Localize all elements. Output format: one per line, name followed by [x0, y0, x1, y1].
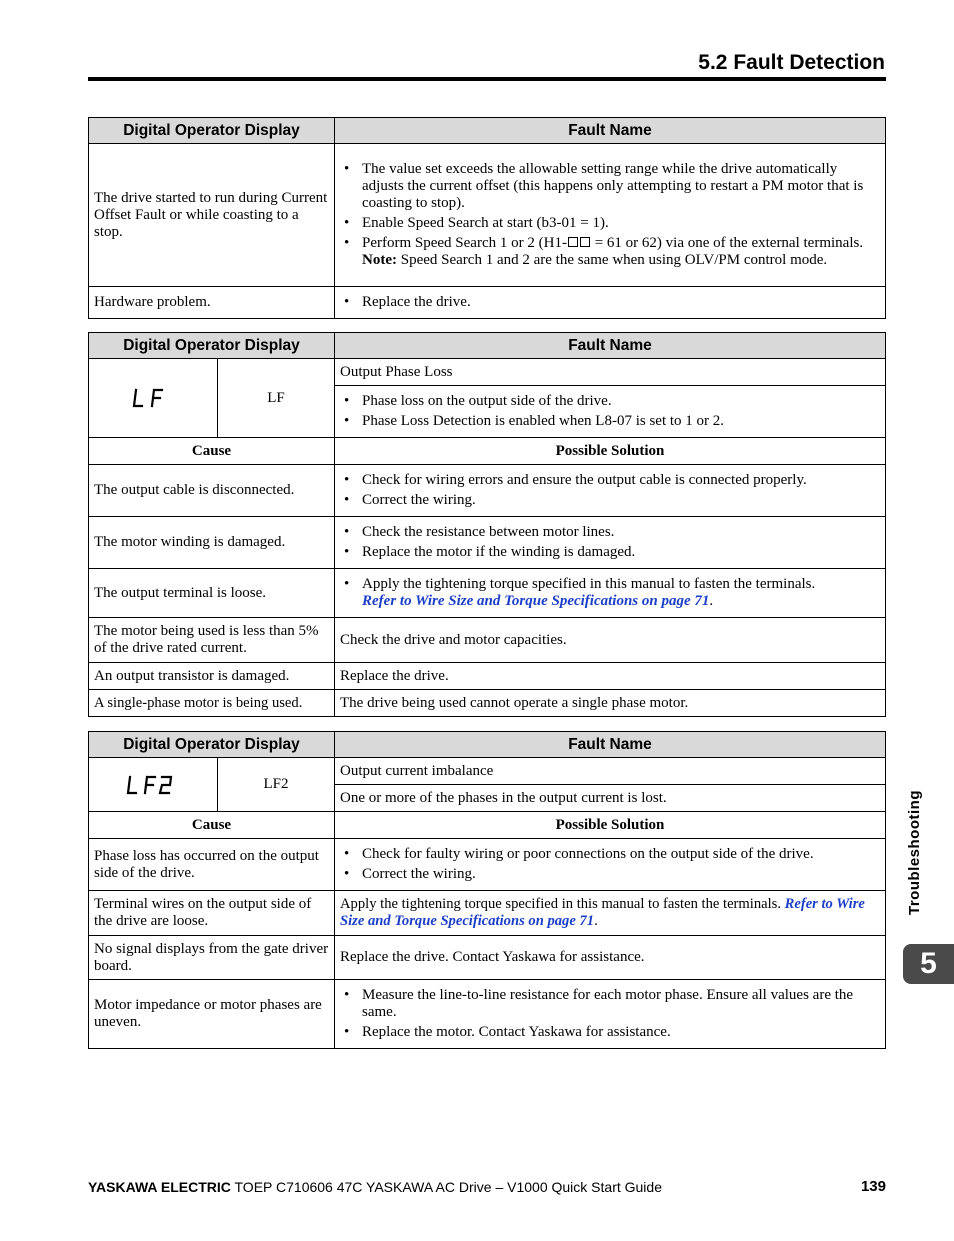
- fault-name: Output current imbalance: [335, 758, 886, 785]
- bullet-text-pre: Perform Speed Search 1 or 2 (H1-: [362, 235, 567, 251]
- solution-cell: [335, 517, 886, 569]
- square-placeholder-icon: [580, 237, 590, 247]
- cause-cell: The motor being used is less than 5% of the drive rated current.: [89, 618, 335, 663]
- solution-cell: [335, 144, 886, 287]
- cause-cell: Hardware problem.: [89, 287, 335, 319]
- solution-bullet: • Replace the motor if the winding is damaged.: [340, 544, 880, 561]
- solution-bullet: • Measure the line-to-line resistance for each motor phase. Ensure all values are the same.: [340, 987, 880, 1021]
- cause-cell: The motor winding is damaged.: [89, 517, 335, 569]
- header-rule: [88, 77, 886, 81]
- note-text: Speed Search 1 and 2 are the same when using OLV/PM control mode.: [396, 252, 828, 268]
- cause-cell: The drive started to run during Current Offset Fault or while coasting to a stop.: [89, 144, 335, 287]
- page-number: 139: [860, 1178, 886, 1195]
- fault-code: LF2: [218, 758, 335, 812]
- solution-cell: [335, 839, 886, 891]
- solution-bullet: [340, 235, 880, 269]
- fault-description: [335, 386, 886, 438]
- seven-segment-display: [89, 359, 218, 438]
- fault-code: LF: [218, 359, 335, 438]
- cause-cell: Terminal wires on the output side of the drive are loose.: [89, 891, 335, 936]
- fault-description: One or more of the phases in the output current is lost.: [335, 785, 886, 812]
- solution-cell: Apply the tightening torque specified in this manual to fasten the terminals. Refer to Wire Size and Torque Specifications on page 71.: [335, 891, 886, 936]
- chapter-side-label: Troubleshooting: [906, 790, 923, 915]
- solution-header: Possible Solution: [335, 438, 886, 465]
- description-bullet: • Phase loss on the output side of the drive.: [340, 393, 880, 410]
- lf2-segment-icon: [118, 772, 188, 798]
- note-label: Note:: [362, 252, 397, 268]
- col-header-display: Digital Operator Display: [89, 333, 335, 359]
- cause-cell: Phase loss has occurred on the output side of the drive.: [89, 839, 335, 891]
- solution-cell: [335, 287, 886, 319]
- cause-header: Cause: [89, 438, 335, 465]
- solution-cell: The drive being used cannot operate a single phase motor.: [335, 690, 886, 717]
- solution-bullet: • Correct the wiring.: [340, 866, 880, 883]
- solution-bullet: • Replace the drive.: [340, 294, 880, 311]
- cause-header: Cause: [89, 812, 335, 839]
- solution-bullet: • Check for wiring errors and ensure the output cable is connected properly.: [340, 472, 880, 489]
- lf-segment-icon: [118, 385, 188, 411]
- solution-bullet: • Enable Speed Search at start (b3-01 = 1).: [340, 215, 880, 232]
- col-header-display: Digital Operator Display: [89, 118, 335, 144]
- wire-size-link[interactable]: Refer to Wire Size and Torque Specifications on page 71: [362, 593, 710, 609]
- solution-cell: [335, 465, 886, 517]
- solution-bullet: • Replace the motor. Contact Yaskawa for assistance.: [340, 1024, 880, 1041]
- description-bullet: • Phase Loss Detection is enabled when L8-07 is set to 1 or 2.: [340, 413, 880, 430]
- fault-name: Output Phase Loss: [335, 359, 886, 386]
- solution-cell: Replace the drive.: [335, 663, 886, 690]
- square-placeholder-icon: [568, 237, 578, 247]
- footer-brand: YASKAWA ELECTRIC: [88, 1179, 231, 1195]
- cause-cell: Motor impedance or motor phases are uneven.: [89, 980, 335, 1049]
- col-header-fault-name: Fault Name: [335, 333, 886, 359]
- col-header-fault-name: Fault Name: [335, 118, 886, 144]
- fault-table-lf: [88, 332, 886, 717]
- solution-bullet: • Correct the wiring.: [340, 492, 880, 509]
- solution-cell: [335, 569, 886, 618]
- cause-cell: An output transistor is damaged.: [89, 663, 335, 690]
- fault-table-continued: [88, 117, 886, 319]
- solution-cell: Check the drive and motor capacities.: [335, 618, 886, 663]
- solution-text: Apply the tightening torque specified in this manual to fasten the terminals.: [362, 576, 816, 592]
- footer-doc: TOEP C710606 47C YASKAWA AC Drive – V1000 Quick Start Guide: [230, 1179, 662, 1195]
- bullet-text-post: = 61 or 62) via one of the external terminals.: [590, 235, 864, 251]
- chapter-tab: 5: [903, 944, 954, 984]
- solution-bullet: • Check the resistance between motor lines.: [340, 524, 880, 541]
- section-title: 5.2 Fault Detection: [698, 51, 885, 74]
- fault-table-lf2: [88, 731, 886, 1049]
- cause-cell: The output terminal is loose.: [89, 569, 335, 618]
- cause-cell: No signal displays from the gate driver board.: [89, 936, 335, 980]
- solution-header: Possible Solution: [335, 812, 886, 839]
- wire-size-link[interactable]: Refer to Wire Size and Torque Specifications on page 71: [340, 896, 865, 929]
- solution-bullet: • The value set exceeds the allowable setting range while the drive automatically adjusts the current offset (this happens only attempting to restart a PM motor that is coasting to stop).: [340, 161, 880, 212]
- cause-cell: A single-phase motor is being used.: [89, 690, 335, 717]
- seven-segment-display: [89, 758, 218, 812]
- solution-text: Apply the tightening torque specified in this manual to fasten the terminals.: [340, 896, 785, 912]
- col-header-display: Digital Operator Display: [89, 732, 335, 758]
- footer: [88, 1179, 662, 1195]
- solution-cell: Replace the drive. Contact Yaskawa for assistance.: [335, 936, 886, 980]
- cause-cell: The output cable is disconnected.: [89, 465, 335, 517]
- solution-cell: [335, 980, 886, 1049]
- solution-bullet: • Apply the tightening torque specified in this manual to fasten the terminals. Refer to Wire Size and Torque Specifications on page 71.: [340, 576, 880, 610]
- col-header-fault-name: Fault Name: [335, 732, 886, 758]
- solution-bullet: • Check for faulty wiring or poor connections on the output side of the drive.: [340, 846, 880, 863]
